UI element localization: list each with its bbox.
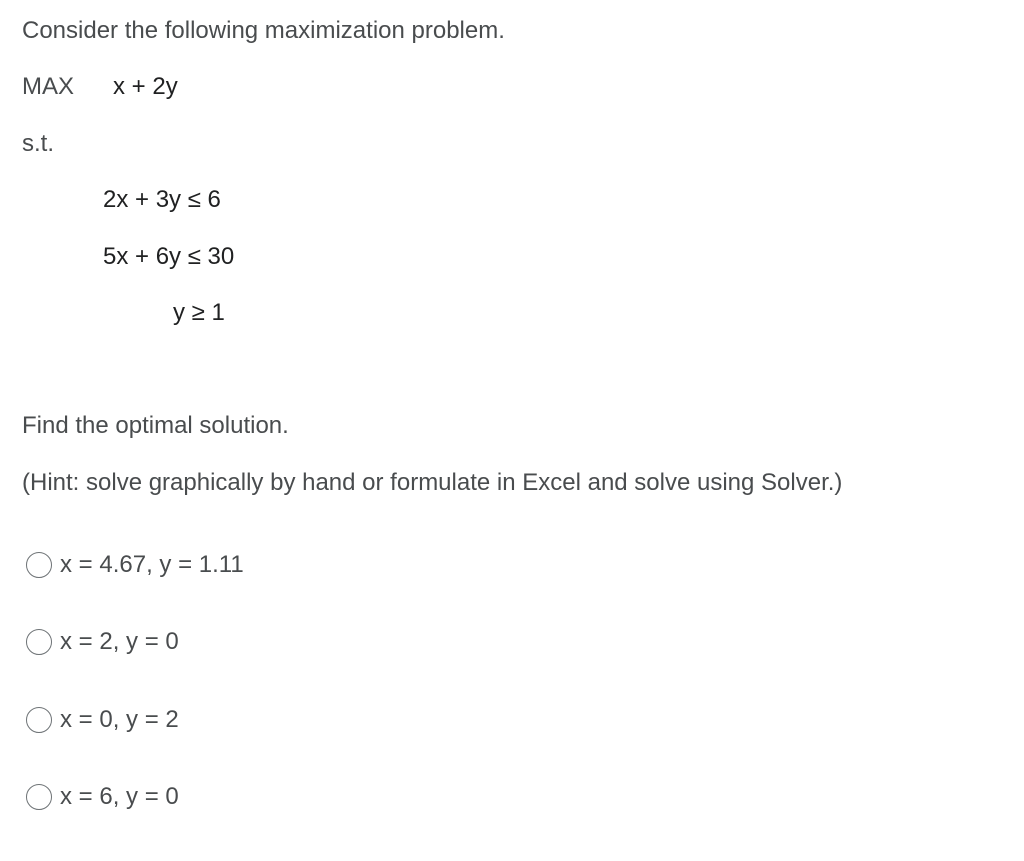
option-label: x = 2, y = 0 [60, 628, 179, 655]
objective-expression: x + 2y [113, 73, 178, 100]
constraint-3: y ≥ 1 [173, 299, 225, 326]
hint-text: (Hint: solve graphically by hand or formulate in Excel and solve using Solver.) [22, 469, 843, 496]
option-3[interactable] [26, 704, 179, 736]
option-label: x = 6, y = 0 [60, 783, 179, 810]
option-label: x = 0, y = 2 [60, 706, 179, 733]
constraint-1: 2x + 3y ≤ 6 [103, 186, 221, 213]
radio-button-icon[interactable] [26, 552, 52, 578]
option-2[interactable] [26, 626, 179, 658]
radio-button-icon[interactable] [26, 707, 52, 733]
option-1[interactable] [26, 549, 244, 581]
constraint-2: 5x + 6y ≤ 30 [103, 243, 235, 270]
st-label: s.t. [22, 130, 55, 157]
objective-label: MAX [22, 73, 75, 100]
radio-button-icon[interactable] [26, 629, 52, 655]
radio-button-icon[interactable] [26, 784, 52, 810]
question-text: Find the optimal solution. [22, 412, 289, 439]
option-label: x = 4.67, y = 1.11 [60, 551, 244, 578]
option-4[interactable] [26, 781, 179, 813]
intro-text: Consider the following maximization problem. [22, 17, 505, 44]
